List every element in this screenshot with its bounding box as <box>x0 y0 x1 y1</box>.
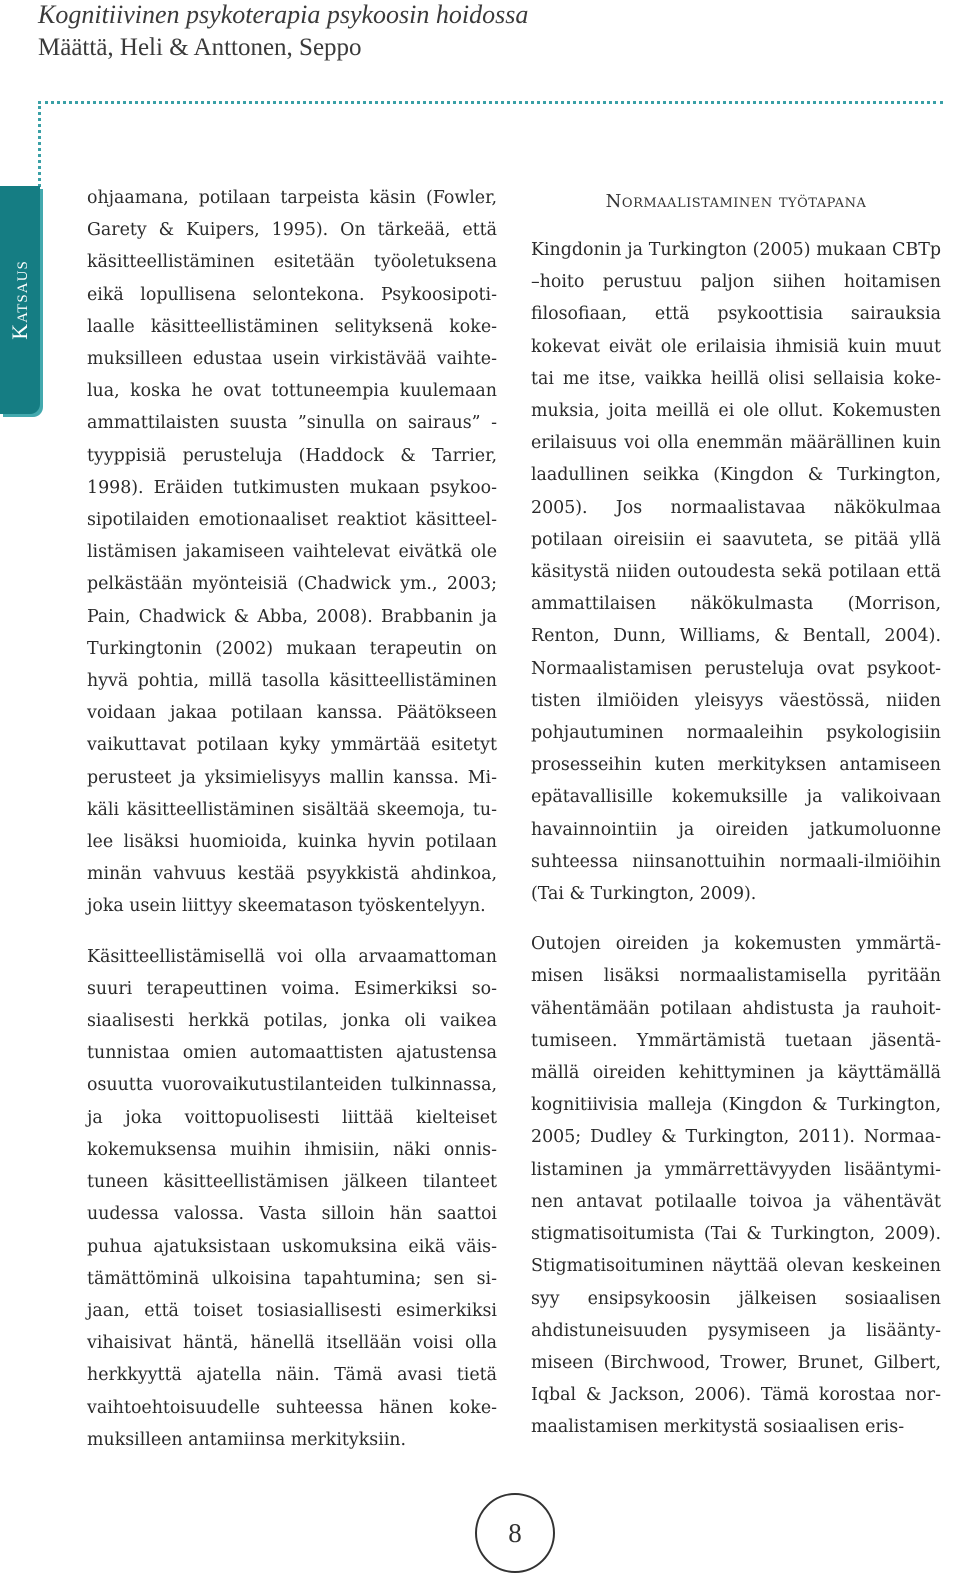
header-divider-vertical <box>38 101 41 193</box>
body-paragraph: ohjaamana, potilaan tarpeista käsin (Fowler, Garety & Kuipers, 1995). On tärkeää, että käsitteellistäminen esitetään työoletuksena eikä lopullisena selontekona. Psykoosipotilaalle käsitteellistäminen selityksenä kokemuksilleen edustaa usein virkistävää vaihtelua, koska he ovat tottuneempia kuulemaan ammattilaisten suusta ”sinulla on sairaus” -tyyppisiä perusteluja (Haddock & Tarrier, 1998). Eräiden tutkimusten mukaan psykoosipotilaiden emotionaaliset reaktiot käsitteellistämisen jakamiseen vaihtelevat eivätkä ole pelkästään myönteisiä (Chadwick ym., 2003; Pain, Chadwick & Abba, 2008). Brabbanin ja Turkingtonin (2002) mukaan terapeutin on hyvä pohtia, millä tasolla käsitteellistäminen voidaan jakaa potilaan kanssa. Päätökseen vaikuttavat potilaan kyky ymmärtää esitetyt perusteet ja yksimielisyys mallin kanssa. Mikäli käsitteellistäminen sisältää skeemoja, tulee lisäksi huomioida, kuinka hyvin potilaan minän vahvuus kestää psyykkistä ahdinkoa, joka usein liittyy skeematason työskentelyyn. <box>87 188 497 917</box>
section-heading: Normaalistaminen työtapana <box>605 191 867 212</box>
body-paragraph: Käsitteellistämisellä voi olla arvaamattoman suuri terapeuttinen voima. Esimerkiksi sosiaalisesti herkkä potilas, jonka oli vaikea tunnistaa omien automaattisten ajatustensa osuutta vuorovaikutustilanteiden tulkinnassa, ja joka voittopuolisesti liittää kielteiset kokemuksensa muihin ihmisiin, näki onnistuneen käsitteellistämisen jälkeen tilanteet uudessa valossa. Vasta silloin hän saattoi puhua ajatuksistaan uskomuksina eikä väistämättöminä ulkoisina tapahtumina; sen sijaan, että toiset tosiasiallisesti esimerkiksi vihaisivat häntä, hänellä itsellään voisi olla herkkyyttä ajatella näin. Tämä avasi tietä vaihtoehtoisuudelle suhteessa hänen kokemuksilleen antamiinsa merkityksiin. <box>87 946 497 1450</box>
body-paragraph: Outojen oireiden ja kokemusten ymmärtämisen lisäksi normaalistamisella pyritään vähentämään potilaan ahdistusta ja rauhoittumiseen. Ymmärtämistä tuetaan jäsentämällä oireiden kehittyminen ja käyttämällä kognitiivisia malleja (Kingdon & Turkington, 2005; Dudley & Turkington, 2011). Normaalistaminen ja ymmärrettävyyden lisääntyminen antavat potilaalle toivoa ja vähentävät stigmatisoitumista (Tai & Turkington, 2009). Stigmatisoituminen näyttää olevan keskeinen syy ensipsykoosin jälkeisen sosiaalisen ahdistuneisuuden pysymiseen ja lisääntymiseen (Birchwood, Trower, Brunet, Gilbert, Iqbal & Jackson, 2006). Tämä korostaa normaalistamisen merkitystä sosiaalisen eris- <box>531 934 941 1438</box>
body-paragraph: Kingdonin ja Turkington (2005) mukaan CBTp –hoito perustuu paljon siihen hoitamisen filosofiaan, että psykoottisia sairauksia kokevat eivät ole erilaisia ihmisiä kuin muut tai me itse, vaikka heillä olisi sellaisia kokemuksia, joita meillä ei ole ollut. Kokemusten erilaisuus voi olla enemmän määrällinen kuin laadullinen seikka (Kingdon & Turkington, 2005). Jos normaalistavaa näkökulmaa potilaan oireisiin ei saavuteta, se pitää yllä käsitystä niiden outoudesta sekä potilaan että ammattilaisen näkökulmasta (Morrison, Renton, Dunn, Williams, & Bentall, 2004). Normaalistamisen perusteluja ovat psykoottisten ilmiöiden yleisyys väestössä, niiden pohjautuminen normaaleihin psykologisiin prosesseihin kuten merkityksen antamiseen epätavallisille kokemuksille ja valikoivaan havainnointiin ja oireiden jatkumoluonne suhteessa niinsanottuihin normaali-ilmiöihin (Tai & Turkington, 2009). <box>531 240 941 905</box>
section-tab-label: Katsaus <box>7 260 33 340</box>
journal-title: Kognitiivinen psykoterapia psykoosin hoidossa <box>38 0 529 29</box>
left-column <box>87 182 497 1456</box>
article-authors: Määttä, Heli & Anttonen, Seppo <box>38 34 362 61</box>
header-divider <box>38 101 943 104</box>
page-number: 8 <box>508 1517 522 1548</box>
section-tab <box>0 186 40 414</box>
right-column <box>531 186 941 1444</box>
page-number-badge <box>475 1493 555 1573</box>
